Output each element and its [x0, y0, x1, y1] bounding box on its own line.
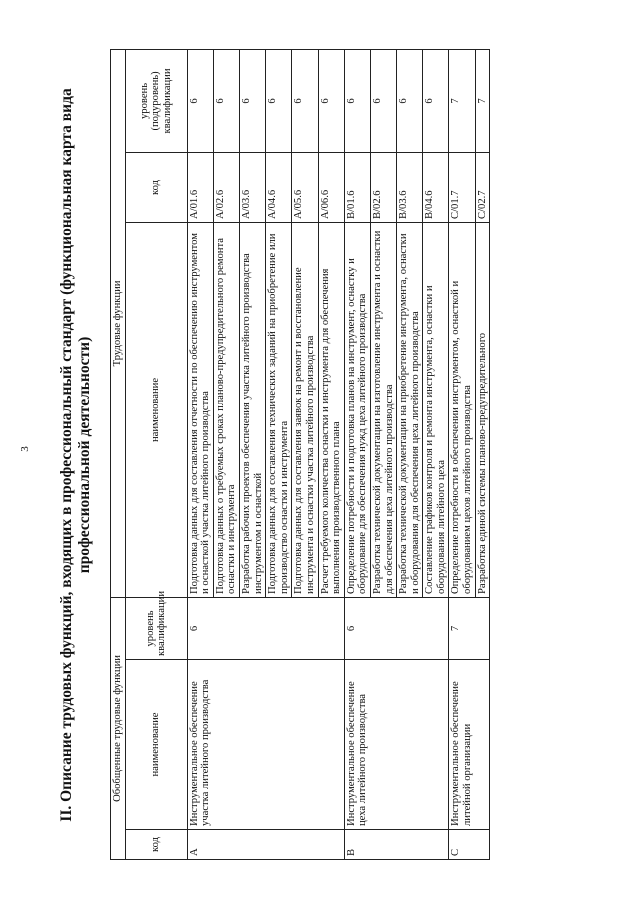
header-level: уровень квалификации: [125, 597, 187, 659]
function-name: Разработка единой системы планово-предупредительного: [475, 222, 490, 597]
section-title-line-1: II. Описание трудовых функций, входящих в профессиональный стандарт (функциональная карта вида: [58, 88, 75, 822]
function-level: 6: [187, 49, 213, 152]
function-name: Подготовка данных для составления технических заданий на приобретение или производство оснастки и инструмента: [266, 222, 292, 597]
table-row: [187, 49, 213, 859]
function-name: Подготовка данных для составления отчетности по обеспечению инструментом и оснасткой участка литейного производства: [187, 222, 213, 597]
function-code: B/01.6: [344, 152, 370, 222]
group-name: Инструментальное обеспечение цеха литейного производства: [344, 660, 449, 830]
section-title: [58, 55, 94, 855]
function-code: B/04.6: [423, 152, 449, 222]
header-sublevel: уровень (подуровень) квалификации: [125, 49, 187, 152]
function-code: B/02.6: [370, 152, 396, 222]
function-level: 6: [423, 49, 449, 152]
function-name: Определение потребности в обеспечении инструментом, оснасткой и оборудованием цехов литейного производства: [449, 222, 475, 597]
function-level: 6: [292, 49, 318, 152]
function-name: Расчет требуемого количества оснастки и инструмента для обеспечения выполнения производственного плана: [318, 222, 344, 597]
group-code: A: [187, 830, 344, 860]
function-name: Подготовка данных о требуемых сроках планово-предупредительного ремонта оснастки и инструмента: [213, 222, 239, 597]
function-code: B/03.6: [397, 152, 423, 222]
function-level: 6: [318, 49, 344, 152]
header-function-name: наименование: [125, 222, 187, 597]
function-level: 7: [449, 49, 475, 152]
header-function-code: код: [125, 152, 187, 222]
table-row: [449, 49, 475, 859]
header-labor-functions: Трудовые функции: [111, 49, 126, 597]
function-level: 6: [239, 49, 265, 152]
function-code: A/06.6: [318, 152, 344, 222]
function-code: A/02.6: [213, 152, 239, 222]
function-name: Разработка технической документации на изготовление инструмента и оснастки для обеспечения цеха литейного производства: [370, 222, 396, 597]
function-code: C/02.7: [475, 152, 490, 222]
function-level: 6: [213, 49, 239, 152]
section-title-line-2: профессиональной деятельности): [76, 336, 93, 574]
function-code: A/05.6: [292, 152, 318, 222]
function-level: 7: [475, 49, 490, 152]
function-level: 6: [344, 49, 370, 152]
function-level: 6: [266, 49, 292, 152]
rotated-page: [10, 15, 630, 895]
group-level: 6: [344, 597, 449, 659]
function-name: Составление графиков контроля и ремонта инструмента, оснастки и оборудования литейного цеха: [423, 222, 449, 597]
function-code: A/04.6: [266, 152, 292, 222]
function-level: 6: [397, 49, 423, 152]
function-name: Разработка рабочих проектов обеспечения участка литейного производства инструментом и оснасткой: [239, 222, 265, 597]
function-name: Подготовка данных для составления заявок на ремонт и восстановление инструмента и оснастки участка литейного производства: [292, 222, 318, 597]
group-code: B: [344, 830, 449, 860]
group-code: C: [449, 830, 490, 860]
header-generalized-functions: Обобщенные трудовые функции: [111, 597, 126, 859]
group-level: 6: [187, 597, 344, 659]
function-name: Разработка технической документации на приобретение инструмента, оснастки и оборудования для обеспечения цеха литейного производства: [397, 222, 423, 597]
function-code: C/01.7: [449, 152, 475, 222]
page-number: 3: [18, 446, 31, 452]
function-name: Определение потребности и подготовка планов на инструмент, оснастку и оборудование для обеспечения нужд цеха литейного производства: [344, 222, 370, 597]
group-level: 7: [449, 597, 490, 659]
function-level: 6: [370, 49, 396, 152]
header-code: код: [125, 830, 187, 860]
header-name: наименование: [125, 660, 187, 830]
group-name: Инструментальное обеспечение участка литейного производства: [187, 660, 344, 830]
group-name: Инструментальное обеспечение литейной организации: [449, 660, 490, 830]
function-code: A/01.6: [187, 152, 213, 222]
function-code: A/03.6: [239, 152, 265, 222]
table-row: [344, 49, 370, 859]
functional-map-table: [110, 49, 490, 860]
